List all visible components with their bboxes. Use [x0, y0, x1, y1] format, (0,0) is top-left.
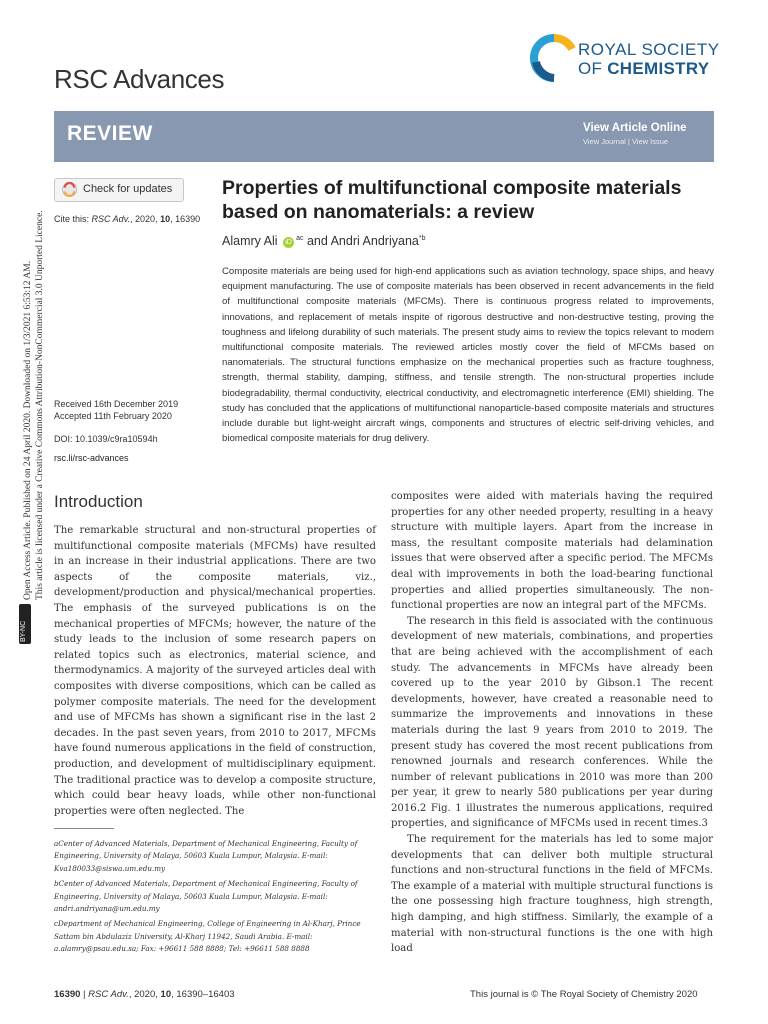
author-name[interactable]: Andri Andriyana: [330, 234, 419, 248]
page-footer-left: 16390 | RSC Adv., 2020, 10, 16390–16403: [54, 989, 235, 1000]
author-list: Alamry Ali $iD^{ac}$ and Andri Andriyana$^{*b}$: [222, 234, 426, 248]
doi[interactable]: DOI: 10.1039/c9ra10594h: [54, 434, 158, 444]
paragraph: composites were aided with materials having the required properties for any other needed property, resulting in a heavy structure with multiple layers. Apart from the increase in mass, the resultant composite materials had delamination issues that were observed after a specific period. The MFCMs deal with improvements in both the load-bearing functional properties and allied properties simultaneously. The non-functional properties are now an integral part of the MFCMs.: [391, 491, 713, 612]
footnote-divider: [54, 828, 114, 829]
view-article-online-link[interactable]: View Article Online: [583, 122, 687, 134]
footnote-c: cDepartment of Mechanical Engineering, College of Engineering in Al-Kharj, Prince Sattam bin Abdulaziz University, Al-Kharj 11942, Saudi Arabia. E-mail: a.alamry@psau.edu.sa; Fax: +96611 588 8888; Tel: +96611 588 8888: [54, 919, 361, 954]
cc-licence-badge[interactable]: [19, 604, 31, 644]
paragraph: The requirement for the materials has led to some major developments that can deliver both multiple structural functions and non-structural functions in the field of MFCMs. The example of a material with multiple structural functions is the one possessing high fracture toughness, high strength, high damping, and high stiffness. Similarly, the example of a material with non-structural functions is the one with high load: [391, 834, 713, 955]
orcid-icon[interactable]: iD: [283, 237, 294, 248]
copyright-notice: This journal is © The Royal Society of Chemistry 2020: [470, 989, 698, 1000]
journal-link[interactable]: rsc.li/rsc-advances: [54, 453, 129, 463]
publisher-name-line2: OF CHEMISTRY: [578, 59, 710, 78]
citation-info: Cite this: RSC Adv., 2020, 10, 16390: [54, 214, 201, 224]
check-for-updates-button[interactable]: [54, 178, 184, 202]
body-column-left: [54, 523, 376, 819]
journal-name: RSC Advances: [54, 64, 225, 94]
body-column-right: [391, 489, 713, 957]
article-title: Properties of multifunctional composite materials based on nanomaterials: a review: [222, 177, 682, 223]
view-journal-link[interactable]: View Journal: [583, 137, 626, 146]
article-type-label: REVIEW: [67, 122, 153, 145]
paragraph: The remarkable structural and non-structural properties of multifunctional composite materials (MFCMs) have resulted in an increase in their industrial applications. There are two aspects of the composite materials, viz., development/production and physical/mechanical properties. The emphasis of the surveyed publications is on the mechanical properties of MFCMs; however, the nature of the study leads to the inclusion of some research papers on related topics such as electronics, material science, and thermodynamics. A majority of the surveyed articles deal with composites with diverse compositions, which can be called as polymer composite materials. The need for the development and use of MFCMs has shown a significant rise in the last 2 decades. In the past seven years, from 2010 to 2017, MFCMs have found numerous applications in the field of construction, production, and development of multidisciplinary equipment. The traditional practice was to develop a composite structure, which could bear heavy loads, while other non-functional properties were often neglected. The: [54, 525, 376, 817]
section-heading: Introduction: [54, 492, 143, 511]
check-for-updates-label: Check for updates: [83, 183, 173, 195]
open-access-notice: Open Access Article. Published on 24 April 2020. Downloaded on 1/3/2021 6:53:12 AM.: [23, 260, 33, 600]
view-issue-link[interactable]: View Issue: [631, 137, 669, 146]
author-name[interactable]: Alamry Ali: [222, 234, 278, 248]
received-dates: Received 16th December 2019 Accepted 11th February 2020: [54, 399, 179, 421]
page-number: 16390: [54, 989, 81, 1000]
footnote-b: bCenter of Advanced Materials, Department of Mechanical Engineering, Faculty of Engineering, University of Malaya, 50603 Kuala Lumpur, Malaysia. E-mail: andri.andriyana@um.edu.my: [54, 879, 358, 914]
view-links: [583, 137, 668, 146]
crossmark-icon: [62, 182, 77, 197]
abstract: Composite materials are being used for high-end applications such as aviation technology, space ships, and heavy equipment manufacturing. The use of composite materials has been observed in recent advancements in the field of multifunctional composite materials (MFCMs). There is continuous progress related to improvements, innovations, and replacement of metals inspite of rigorous destructive and non-destructive testing, proving the toughness and lifelong durability of such materials. The present study aims to review the topics relevant to modern multifunctional composite materials. The reviewed articles mostly cover the field of MFCMs based on nanomaterials. The structural functions emphasize on the mechanical properties such as fracture toughness, strength, thermal stability, damping, stiffness, and tensile strength. The non-structural properties include biodegradability, thermal conductivity, electrical conductivity, and electromagnetic interference (EMI) shielding. The study has concluded that the applications of multifunctional nanoparticle-based composite materials and structures include durable but light-weight aircraft wings, components and structures of electric self-driving vehicles, and biomedical composite materials for drug delivery.: [222, 266, 714, 445]
paragraph: The research in this field is associated with the continuous development of new materials, combinations, and properties that are being achieved with the accomplishment of each study. The advancements in MFCMs have already been covered up to the year 2010 by Gibson.1 The recent developments, however, have created a reasonable need to summarize the improvements and innovations in these materials during the last 9 years from 2010 to 2019. The present study has covered the most recent publications from renowned journals and research conferences. While the number of relevant publications in 2010 was more than 200 per year, it grew to nearly 580 publications per year during 2016.2 Fig. 1 illustrates the numerous applications, required properties, and significance of MFCMs used in recent times.3: [391, 615, 713, 830]
link-separator: |: [625, 137, 632, 146]
licence-notice[interactable]: This article is licensed under a Creative Commons Attribution-NonCommercial 3.0 Unported Licence.: [35, 210, 45, 600]
publisher-name-line1: ROYAL SOCIETY: [578, 40, 720, 59]
footnote-a: aCenter of Advanced Materials, Department of Mechanical Engineering, Faculty of Engineering, University of Malaya, 50603 Kuala Lumpur, Malaysia. E-mail: Kva180033@siswa.um.edu.my: [54, 839, 358, 873]
cc-licence-label: BY-NC: [20, 620, 27, 642]
affiliation-footnotes: [54, 838, 376, 959]
